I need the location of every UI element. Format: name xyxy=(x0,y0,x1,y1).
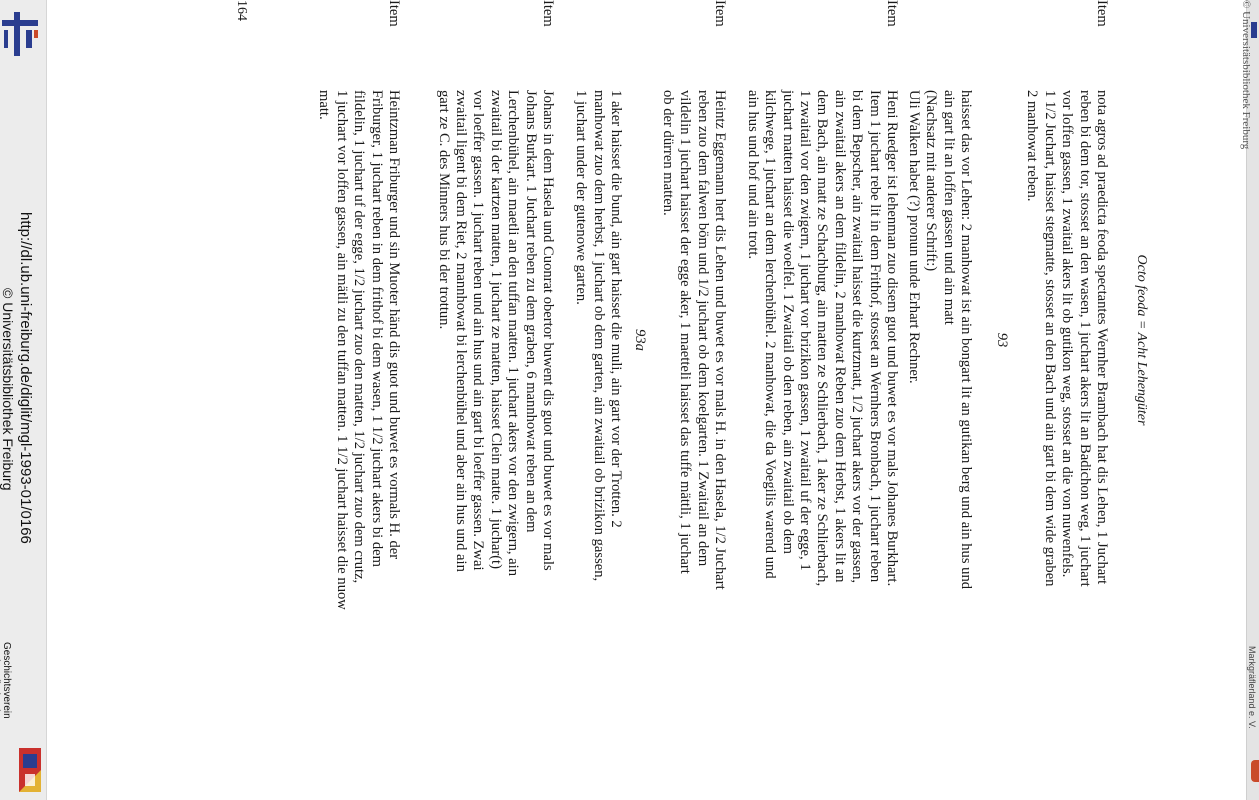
entry-2 xyxy=(904,90,974,670)
text-line: ain zwaitail akers an dem fildelin, 2 manhowat Reben zuo dem Herbst, 1 akers lit an xyxy=(831,90,848,583)
text-line: reben bi dem tor, stosset an den wasen, 1 juchart akers lit an Badichon weg, 1 juchart xyxy=(1076,90,1093,587)
entry-label: Item xyxy=(884,0,900,27)
text-line: Heintzman Friburger und sin Muoter händ dis guot und buwet es vormals H. der xyxy=(386,90,402,560)
page-number-93: 93 xyxy=(994,332,1010,348)
university-logo-icon xyxy=(2,12,38,56)
text-line: kilchwege, 1 juchart an dem lerchenbühel. 2 manhowat, die da Voegilis warend und xyxy=(762,90,779,579)
text-line: zwaitail ligent bi dem Riet, 2 mannhowat bi lerchenbühel und aber ain hus und ain xyxy=(452,90,469,572)
entry-4 xyxy=(658,0,728,670)
copyright-notice: © Universitätsbibliothek Freiburg xyxy=(0,288,16,491)
entry-1 xyxy=(1023,0,1110,670)
entry-label: Item xyxy=(712,0,728,27)
text-line: ob der dürren matten. xyxy=(659,90,676,216)
text-line: Johans Burkart. 1 Juchart reben zu dem graben, 6 mannhowat reben an dem xyxy=(522,90,539,533)
text-line: gart ze C. des Minners hus bi der trottun. xyxy=(435,90,452,330)
entry-label: Item xyxy=(1094,0,1110,27)
text-line: juchart matten haisset die woelfel. 1 Zwaitail ob den reben, ain zwaitail ob dem xyxy=(779,90,796,554)
text-line: vor loffen gassen, 1 zwaitail akers lit ob gutikon weg, stosset an die von nuwenfels. xyxy=(1059,90,1076,578)
adjacent-page-copyright: © Universitätsbibliothek Freiburg xyxy=(1240,0,1252,150)
text-line: Heintz Eggemann hert dis Lehen und buwet es vor mals H. in den Hasela, 1/2 Juchart xyxy=(712,90,728,590)
entry-5 xyxy=(572,90,624,670)
entry-body xyxy=(1023,90,1110,670)
entry-3 xyxy=(743,0,900,670)
text-line: 1 1/2 Juchart, haisset stegmatte, stosset an den Bach und ain gart bi dem wide graben xyxy=(1041,90,1058,587)
crest-fragment-icon xyxy=(1251,760,1259,782)
text-line: Uli Walken habet (?) pronun unde Erhart Rechner. xyxy=(905,90,922,384)
scanned-page xyxy=(170,0,1150,690)
entry-7 xyxy=(315,0,402,670)
society-line-1: Geschichtsverein xyxy=(1,642,12,719)
text-line: Lerchenbühel, ain maetli an den tuffan matten. 1 juchart akers vor den zwigern, ain xyxy=(505,90,522,576)
text-line: zwaitail bi der kartzen matten, 1 juchart ze matten, haisset Clein matte. 1 juchar(t) xyxy=(487,90,504,569)
text-line: fildelin, 1 juchart uf der egge, 1/2 juchart zuo den matten, 1/2 juchart zuo dem crutz, xyxy=(351,90,368,584)
entry-body xyxy=(434,90,556,670)
text-line: 1 juchart under der gutenowe garten. xyxy=(573,90,590,305)
text-line: Friburger, 1 juchart reben in dem frithof bi dem wasen, 1 1/2 juchart akers bi dem xyxy=(368,90,385,567)
text-line: ain hus und hof und ain trott. xyxy=(744,90,761,260)
entry-label: Item xyxy=(540,0,556,27)
text-line: matt. xyxy=(316,90,333,120)
text-line: Heni Ruedger ist lehenman zuo disem guot und buwet es vor mals Johanes Burkhart. xyxy=(884,90,900,587)
running-head: Octo feoda = Acht Lehengüter xyxy=(1134,254,1149,426)
entry-body xyxy=(572,90,624,670)
society-line-2 xyxy=(0,642,1,734)
text-line: haisset das vor Lehen: 2 manhowat ist ain bongart lit an gutikan berg und ain hus und xyxy=(958,90,974,590)
text-line: Item 1 juchart rebe lit in dem Frithof, stosset an Wernhers Bronbach, 1 juchart reben xyxy=(866,90,883,583)
society-crest-icon xyxy=(19,748,41,792)
text-line: manhowat zuo dem herbst, 1 juchart ob dem garten, ain zwaitail ob brizikon gassen, xyxy=(590,90,607,582)
text-line: dem Bach, ain matt ze Schachburg, ain matten ze Schlierbach, 1 aker ze Schlierbach, xyxy=(814,90,831,587)
text-line: nota agros ad praedicta feoda spectantes Wernher Brambach hat dis Lehen, 1 Juchart xyxy=(1094,90,1110,585)
document-url-link[interactable]: http://dl.ub.uni-freiburg.de/diglit/mgl-1993-01/0166 xyxy=(17,212,34,544)
entry-label: Item xyxy=(386,0,402,27)
page-number-93a: 93a xyxy=(632,329,648,351)
entry-body xyxy=(743,90,900,670)
entry-body xyxy=(315,90,402,670)
entry-body xyxy=(904,90,974,670)
text-line: ain gart lit an loffen gassen und ain matt xyxy=(940,90,957,325)
adjacent-page-text: Markgräflerland e. V. xyxy=(1247,646,1257,729)
text-line: vor loeffer gassen. 1 juchart reben und ain hus und ain gart bi loeffer gassen. Zwai xyxy=(470,90,487,571)
text-line: 1 aker haisset die bund, ain gart haisset die muli, ain gart vor der Trotten. 2 xyxy=(608,90,624,528)
text-line: vildelin 1 juchart haisset der egge aker, 1 maetteli haisset das tuffe mättli, 1 juchart xyxy=(677,90,694,574)
text-line: 2 manhowat reben. xyxy=(1024,90,1041,202)
entry-6 xyxy=(434,0,556,670)
society-name xyxy=(0,642,12,734)
text-line: 1 juchart vor loffen gassen, ain mätli zu den tuffan matten. 1 1/2 juchart haisset die nuow xyxy=(333,90,350,610)
text-line: Johans in dem Hasela und Cuonrat obertor buwent dis guot und buwet es vor mals xyxy=(540,90,556,571)
folio-number: 164 xyxy=(234,0,249,21)
text-line: bi dem Bepscher, ain zwaitail haisset die kurtzmatt, 1/2 juchart akers vor der gassen, xyxy=(849,90,866,584)
text-line: reben zuo dem falwen böm und 1/2 juchart ob dem koelgarten. 1 Zwaitail an dem xyxy=(694,90,711,567)
viewer-sidebar xyxy=(0,0,47,800)
text-line: 1 zwaitail vor den zwigern, 1 juchart vor brizikon gassen, 1 zwaitail uf der egge, 1 xyxy=(796,90,813,571)
text-line: (Nachsatz mit anderer Schrift:) xyxy=(923,90,940,272)
entry-body xyxy=(658,90,728,670)
